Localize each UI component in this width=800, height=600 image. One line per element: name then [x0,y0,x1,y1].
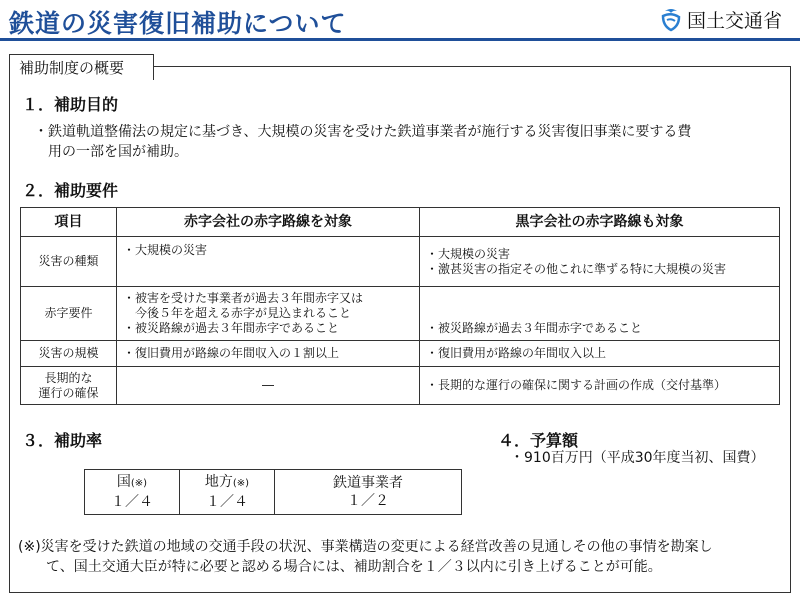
cell-text: ・復旧費用が路線の年間収入以上 [426,346,607,360]
purpose-line1: ・鉄道軌道整備法の規定に基づき、大規模の災害を受けた鉄道事業者が施行する災害復旧事業に要する費 [34,124,692,140]
mlit-logo-icon [661,8,681,32]
cell-text: ― [262,378,274,392]
rate-label-text: 地方 [204,474,233,490]
row-deficit-item [21,287,117,341]
rate-label-text: 鉄道事業者 [333,475,403,491]
cell-text: 運行の確保 [38,385,99,400]
row-disaster-type-item [21,237,117,287]
page-title: 鉄道の災害復旧補助について [9,9,347,38]
cell-text: ・大規模の災害 [426,246,511,261]
footnote-line1: (※)災害を受けた鉄道の地域の交通手段の状況、事業構造の変更による経営改善の見通しその他の事情を勘案し [18,539,713,555]
cell-text: 災害の規模 [38,346,99,360]
row-longterm-black [420,367,780,405]
rate-note: (※) [232,478,250,489]
cell-text: ・大規模の災害 [123,243,208,257]
row-scale-item [21,341,117,367]
footnote-line2: て、国土交通大臣が特に必要と認める場合には、補助割合を１／３以内に引き上げることが可能。 [46,559,662,575]
rate-label [86,473,178,493]
row-scale-black [420,341,780,367]
row-longterm-item [21,367,117,405]
header-profit-company: 黒字会社の赤字路線も対象 [420,208,780,237]
rate-national [85,470,180,515]
rate-value: １／４ [111,494,153,510]
section-tab: 補助制度の概要 [9,54,154,80]
cell-text: 長期的な [44,370,93,385]
title-underline [0,38,800,41]
rate-label-text: 国 [116,474,131,490]
row-disaster-type-red [117,237,420,287]
cell-text: ・被害を受けた事業者が過去３年間赤字又は [123,291,364,305]
cell-text: ・被災路線が過去３年間赤字であること [123,321,340,335]
rate-table [84,469,462,515]
header-item: 項目 [21,208,117,237]
ministry-logo [661,6,782,33]
rate-value: １／４ [206,494,248,510]
row-deficit-red [117,287,420,341]
row-disaster-type-black [420,237,780,287]
budget-text: ・910百万円（平成30年度当初、国費） [510,450,765,466]
cell-text: ・激甚災害の指定その他これに準ずる特に大規模の災害 [426,261,727,276]
rate-note: (※) [130,478,148,489]
ministry-name: 国土交通省 [686,10,782,32]
header-deficit-company: 赤字会社の赤字路線を対象 [117,208,420,237]
rate-heading: ３．補助率 [22,431,103,450]
rate-label [181,473,273,493]
cell-text: ・復旧費用が路線の年間収入の１割以上 [123,346,340,360]
budget-heading: ４．予算額 [498,431,579,450]
cell-text: ・被災路線が過去３年間赤字であること [426,321,643,335]
requirements-heading: ２．補助要件 [22,181,119,200]
requirements-table [20,207,780,405]
cell-text: 赤字要件 [44,306,93,320]
row-deficit-black [420,287,780,341]
rate-local [180,470,275,515]
cell-text: 今後５年を超える赤字が見込まれること [123,306,352,320]
cell-text: ・長期的な運行の確保に関する計画の作成（交付基準） [426,378,727,392]
row-scale-red [117,341,420,367]
cell-text: 災害の種類 [38,254,99,268]
purpose-line2: 用の一部を国が補助。 [48,144,188,160]
rate-operator [275,470,462,515]
row-longterm-red [117,367,420,405]
purpose-heading: １．補助目的 [22,95,119,114]
rate-value: １／２ [347,493,389,509]
